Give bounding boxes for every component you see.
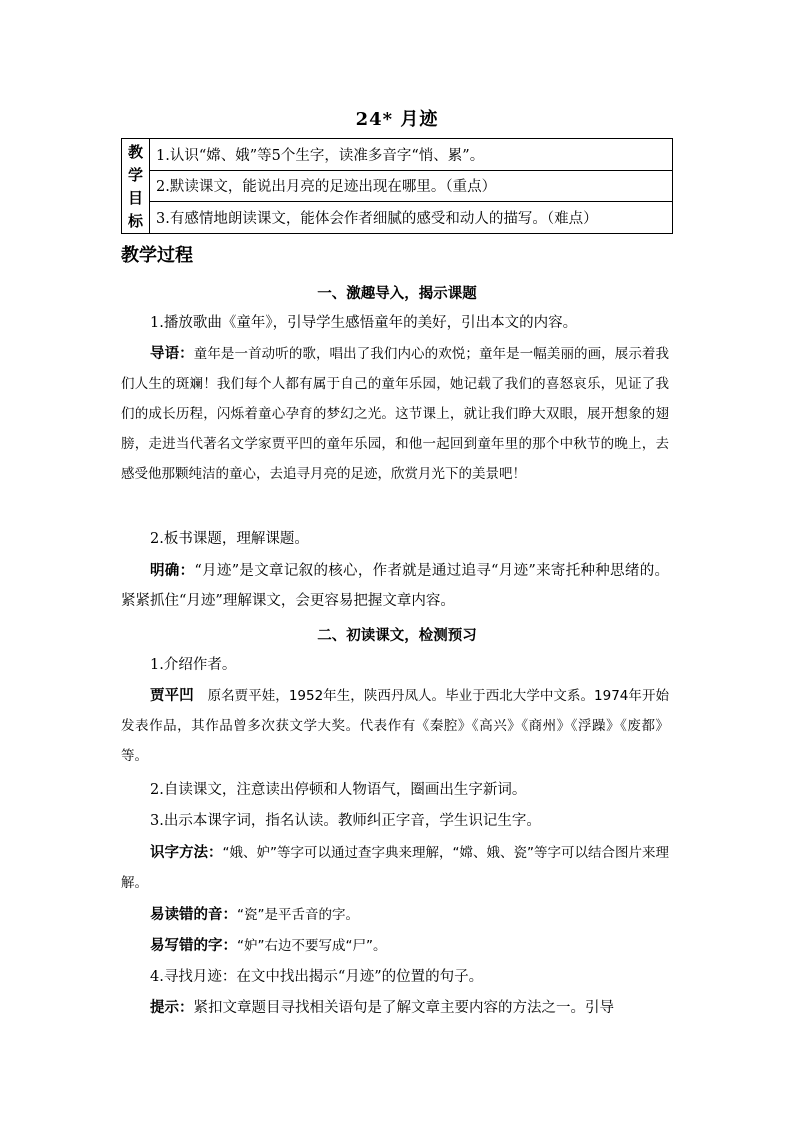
goal-item-3: 3.有感情地朗读课文，能体会作者细腻的感受和动人的描写。（难点） — [150, 202, 673, 234]
author-paragraph — [121, 681, 669, 771]
goal-item-1: 1.认识“嫦、娥”等5个生字，读准多音字“悄、累”。 — [150, 139, 673, 171]
part2-heading: 二、初读课文，检测预习 — [317, 627, 477, 644]
goals-header-char: 教 — [127, 143, 143, 161]
part2-step2: 2.自读课文，注意读出停顿和人物语气，圈画出生字新词。 — [150, 782, 527, 798]
part2-step3: 3.出示本课字词，指名认读。教师纠正字音，学生识记生字。 — [150, 813, 541, 829]
method-text: “娥、妒”等字可以通过查字典来理解，“嫦、娥、瓷”等字可以结合图片来理解。 — [121, 845, 670, 891]
teaching-goals-header — [122, 139, 150, 234]
part1-heading: 一、激趣导入，揭示课题 — [317, 285, 477, 302]
process-heading: 教学过程 — [121, 245, 193, 266]
part2-step4: 4.寻找月迹：在文中找出揭示“月迹”的位置的句子。 — [150, 969, 484, 985]
goals-header-char: 目 — [127, 189, 143, 207]
author-text: 原名贾平娃，1952年生，陕西丹凤人。毕业于西北大学中文系。1974年开始发表作品，其作品曾多次获文学大奖。代表作有《秦腔》《高兴》《商州》《浮躁》《废都》等。 — [121, 688, 670, 764]
clear-text: “月迹”是文章记叙的核心，作者就是通过追寻“月迹”来寄托种种思绪的。紧紧抓住“月迹”理解课文，会更容易把握文章内容。 — [121, 563, 669, 609]
clear-paragraph — [121, 556, 669, 616]
misread-paragraph — [121, 900, 669, 930]
miswrite-paragraph — [121, 931, 669, 961]
method-label: 识字方法： — [150, 844, 223, 861]
guide-text: 童年是一首动听的歌，唱出了我们内心的欢悦；童年是一幅美丽的画，展示着我们人生的斑斓！我们每个人都有属于自己的童年乐园，她记载了我们的喜怒哀乐，见证了我们的成长历程，闪烁着童心孕育的梦幻之光。这节课上，就让我们睁大双眼，展开想象的翅膀，走进当代著名文学家贾平凹的童年乐园，和他一起回到童年里的那个中秋节的晚上，去感受他那颗纯洁的童心，去追寻月亮的足迹，欣赏月光下的美景吧！ — [121, 346, 670, 482]
method-paragraph — [121, 838, 669, 898]
part1-step2: 2.板书课题，理解课题。 — [150, 531, 309, 547]
teaching-goals-table — [121, 138, 673, 234]
miswrite-label: 易写错的字： — [150, 937, 237, 954]
misread-text: “瓷”是平舌音的字。 — [237, 907, 359, 923]
hint-paragraph — [121, 993, 669, 1023]
hint-text: 紧扣文章题目寻找相关语句是了解文章主要内容的方法之一。引导 — [193, 1000, 614, 1016]
hint-label: 提示： — [150, 999, 194, 1016]
misread-label: 易读错的音： — [150, 906, 237, 923]
guide-paragraph — [121, 339, 669, 489]
goals-header-char: 学 — [127, 166, 143, 184]
lesson-title: 24* 月迹 — [355, 109, 439, 130]
goal-item-2: 2.默读课文，能说出月亮的足迹出现在哪里。（重点） — [150, 170, 673, 202]
author-label: 贾平凹 — [150, 687, 194, 704]
guide-label: 导语： — [150, 345, 194, 362]
goals-header-char: 标 — [127, 212, 143, 230]
part1-step1: 1.播放歌曲《童年》，引导学生感悟童年的美好，引出本文的内容。 — [150, 315, 578, 331]
miswrite-text: “妒”右边不要写成“尸”。 — [237, 938, 387, 954]
part2-step1: 1.介绍作者。 — [150, 657, 237, 673]
clear-label: 明确： — [150, 562, 195, 579]
